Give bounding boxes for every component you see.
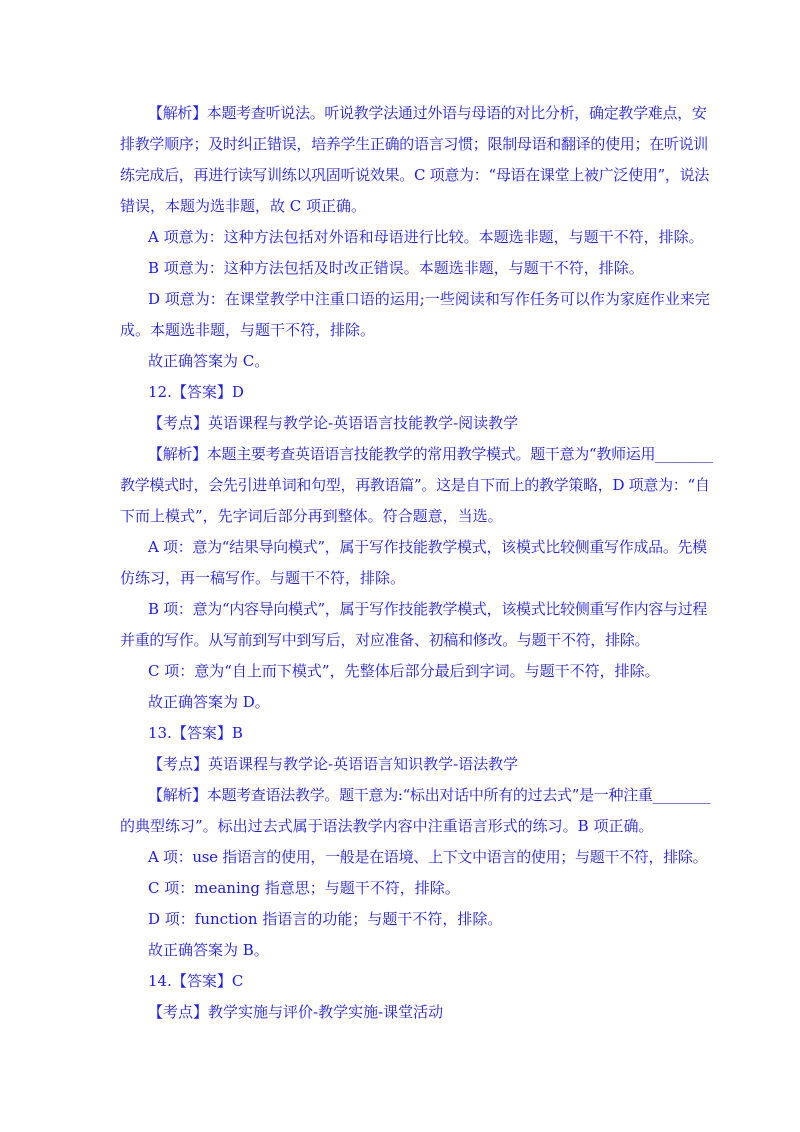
topic-line: 【考点】英语课程与教学论-英语语言技能教学-阅读教学 — [148, 414, 519, 432]
paragraph-line: B 项意为：这种方法包括及时改正错误。本题选非题，与题干不符，排除。 — [148, 259, 644, 277]
paragraph-line: D 项：function 指语言的功能；与题干不符，排除。 — [148, 910, 503, 928]
paragraph-line: 仿练习，再一稿写作。与题干不符，排除。 — [120, 569, 406, 587]
paragraph-line: A 项：use 指语言的使用，一般是在语境、上下文中语言的使用；与题干不符，排除。 — [148, 848, 708, 866]
paragraph-line: 成。本题选非题，与题干不符，排除。 — [120, 321, 376, 339]
paragraph-line: D 项意为：在课堂教学中注重口语的运用;一些阅读和写作任务可以作为家庭作业来完 — [148, 290, 710, 308]
paragraph-line: 排教学顺序；及时纠正错误，培养学生正确的语言习惯；限制母语和翻译的使用；在听说训 — [120, 135, 709, 153]
paragraph-line: B 项：意为“内容导向模式”，属于写作技能教学模式，该模式比较侧重写作内容与过程 — [148, 600, 708, 618]
paragraph-line: 并重的写作。从写前到写中到写后，对应准备、初稿和修改。与题干不符，排除。 — [120, 631, 650, 649]
paragraph-line: 下而上模式”，先字词后部分再到整体。符合题意，当选。 — [120, 507, 503, 525]
paragraph-line: 【解析】本题考查听说法。听说教学法通过外语与母语的对比分析，确定教学难点，安 — [148, 104, 707, 122]
paragraph-line: 故正确答案为 B。 — [148, 941, 269, 959]
answer-line: 13.【答案】B — [148, 724, 243, 742]
paragraph-line: 教学模式时，会先引进单词和句型，再教语篇”。这是自下而上的教学策略，D 项意为：“自 — [120, 476, 710, 494]
topic-line: 【考点】教学实施与评价-教学实施-课堂活动 — [148, 1003, 444, 1021]
paragraph-line: 【解析】本题主要考查英语语言技能教学的常用教学模式。题干意为“教师运用________ — [148, 445, 713, 463]
paragraph-line: C 项：meaning 指意思；与题干不符，排除。 — [148, 879, 460, 897]
paragraph-line: 【解析】本题考查语法教学。题干意为:“标出对话中所有的过去式”是一种注重________ — [148, 786, 711, 804]
paragraph-line: 错误，本题为选非题，故 C 项正确。 — [120, 197, 367, 215]
paragraph-line: 练完成后，再进行读写训练以巩固听说效果。C 项意为：“母语在课堂上被广泛使用”，说法 — [120, 166, 709, 184]
answer-line: 12.【答案】D — [148, 383, 244, 401]
paragraph-line: 故正确答案为 C。 — [148, 352, 270, 370]
answer-line: 14.【答案】C — [148, 972, 244, 990]
paragraph-line: C 项：意为“自上而下模式”，先整体后部分最后到字词。与题干不符，排除。 — [148, 662, 660, 680]
document-body — [120, 98, 713, 1028]
paragraph-line: 的典型练习”。标出过去式属于语法教学内容中注重语言形式的练习。B 项正确。 — [120, 817, 654, 835]
paragraph-line: A 项：意为“结果导向模式”，属于写作技能教学模式，该模式比较侧重写作成品。先模 — [148, 538, 707, 556]
paragraph-line: 故正确答案为 D。 — [148, 693, 270, 711]
paragraph-line: A 项意为：这种方法包括对外语和母语进行比较。本题选非题，与题干不符，排除。 — [148, 228, 704, 246]
topic-line: 【考点】英语课程与教学论-英语语言知识教学-语法教学 — [148, 755, 519, 773]
